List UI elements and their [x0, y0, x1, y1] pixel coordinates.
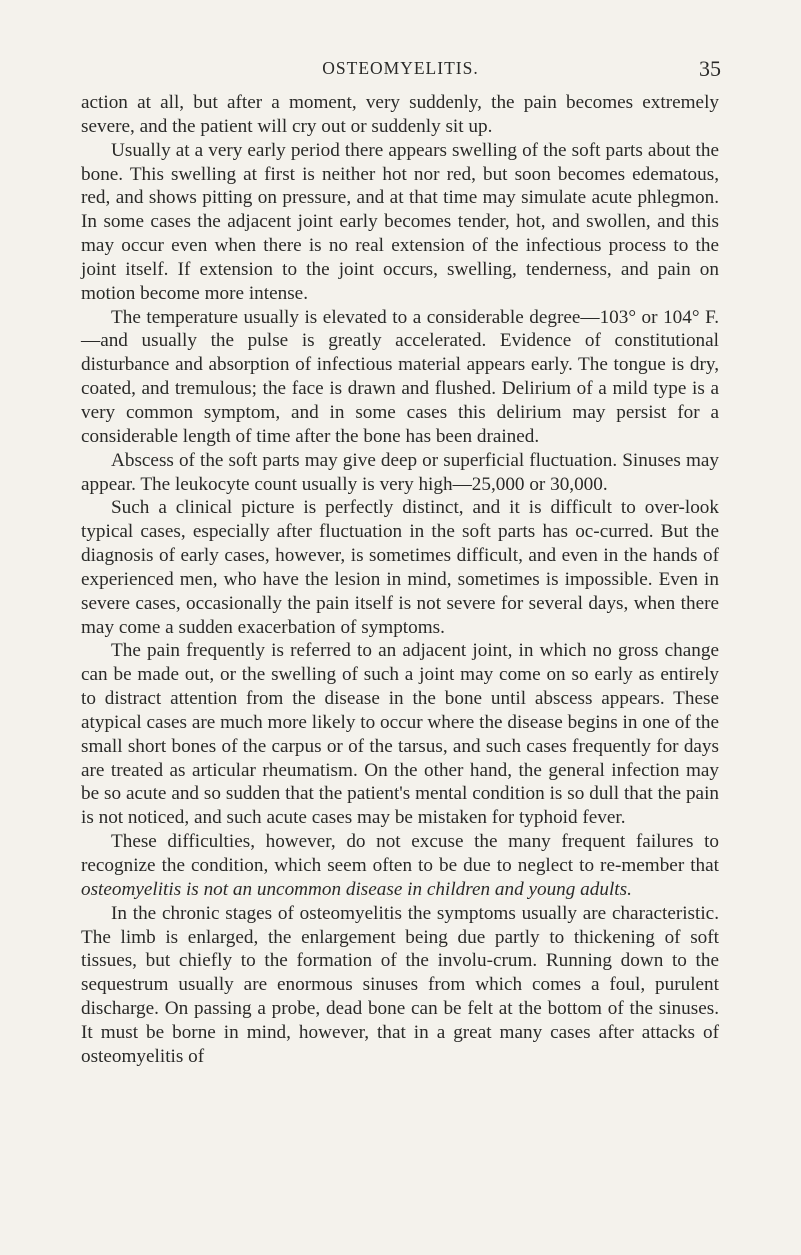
paragraph-7 [81, 830, 719, 902]
paragraph-8: In the chronic stages of osteomyelitis the symptoms usually are characteristic. The limb is enlarged, the enlargement being due partly to thickening of soft tissues, but chiefly to the formation of the involu-crum. Running down to the sequestrum usually are enormous sinuses from which comes a foul, purulent discharge. On passing a probe, dead bone can be felt at the bottom of the sinuses. It must be borne in mind, however, that in a great many cases after attacks of osteomyelitis of [81, 902, 719, 1067]
paragraph-5: Such a clinical picture is perfectly distinct, and it is difficult to over-look typical cases, especially after fluctuation in the soft parts has oc-curred. But the diagnosis of early cases, however, is sometimes difficult, and even in the hands of experienced men, who have the lesion in mind, sometimes is impossible. Even in severe cases, occasionally the pain itself is not severe for several days, when there may come a sudden exacerbation of symptoms. [81, 497, 719, 638]
paragraph-7-text: These difficulties, however, do not excuse the many frequent failures to recognize the condition, which seem often to be due to neglect to re-member that [81, 831, 719, 876]
body-text [81, 91, 719, 1069]
paragraph-3: The temperature usually is elevated to a considerable degree—103° or 104° F.—and usually the pulse is greatly accelerated. Evidence of constitutional disturbance and absorption of infectious material appears early. The tongue is dry, coated, and tremulous; the face is drawn and flushed. Delirium of a mild type is a very common symptom, and in some cases this delirium may persist for a considerable length of time after the bone has been drained. [81, 306, 719, 447]
running-title: OSTEOMYELITIS. [322, 58, 479, 78]
paragraph-6: The pain frequently is referred to an adjacent joint, in which no gross change can be made out, or the swelling of such a joint may come on so early as entirely to distract attention from the disease in the bone until abscess appears. These atypical cases are much more likely to occur where the disease begins in one of the small short bones of the carpus or of the tarsus, and such cases frequently for days are treated as articular rheumatism. On the other hand, the general infection may be so acute and so sudden that the patient's mental condition is so dull that the pain is not noticed, and such acute cases may be mistaken for typhoid fever. [81, 640, 719, 829]
paragraph-4: Abscess of the soft parts may give deep or superficial fluctuation. Sinuses may appear. The leukocyte count usually is very high—25,000 or 30,000. [81, 449, 719, 495]
page-number: 35 [699, 56, 721, 81]
running-head [80, 56, 721, 80]
paragraph-1: action at all, but after a moment, very suddenly, the pain becomes extremely severe, and the patient will cry out or suddenly sit up. [81, 92, 719, 137]
paragraph-7-emphasis: osteomyelitis is not an uncommon disease in children and young adults. [81, 878, 632, 900]
paragraph-2: Usually at a very early period there appears swelling of the soft parts about the bone. This swelling at first is neither hot nor red, but soon becomes edematous, red, and shows pitting on pressure, and at that time may simulate acute phlegmon. In some cases the adjacent joint early becomes tender, hot, and swollen, and this may occur even when there is no real extension of the infectious process to the joint itself. If extension to the joint occurs, swelling, tenderness, and pain on motion become more intense. [81, 139, 719, 304]
